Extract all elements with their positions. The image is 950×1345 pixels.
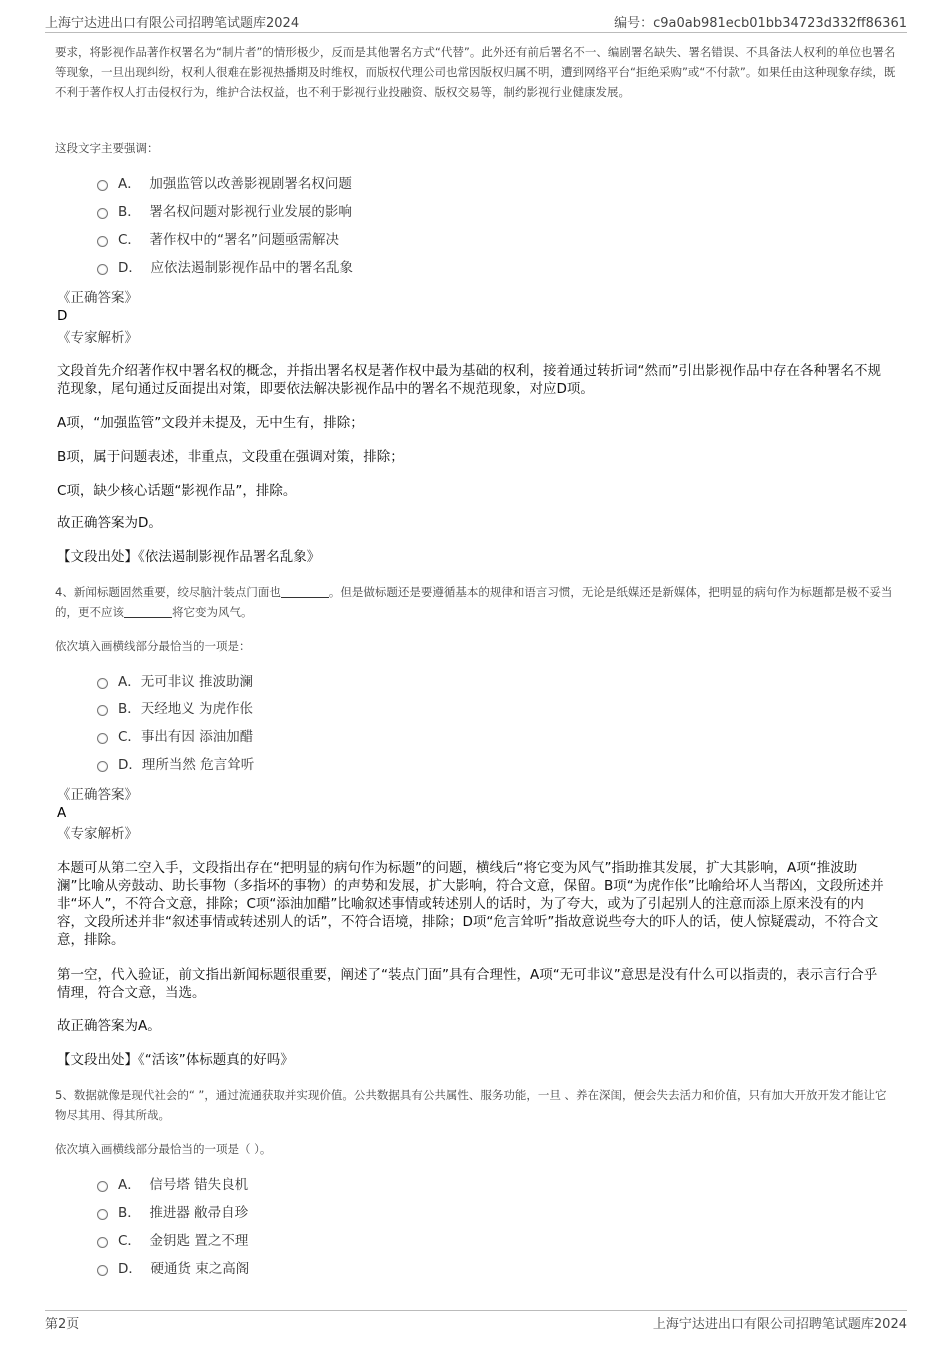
- q5-option-c[interactable]: C． 金钥匙 置之不理: [97, 1231, 248, 1251]
- radio-icon[interactable]: [97, 180, 108, 191]
- radio-icon[interactable]: [97, 1209, 108, 1220]
- footer-divider: [45, 1310, 907, 1311]
- radio-icon[interactable]: [97, 705, 108, 716]
- q4-prompt: 依次填入画横线部分最恰当的一项是：: [55, 639, 251, 653]
- q5-prompt: 依次填入画横线部分最恰当的一项是（ ）。: [55, 1142, 272, 1156]
- header-title: 上海宁达进出口有限公司招聘笔试题库2024: [45, 16, 300, 31]
- document-code: 编号：c9a0ab981ecb01bb34723d332ff86361: [614, 16, 907, 31]
- radio-icon[interactable]: [97, 1265, 108, 1276]
- footer-title: 上海宁达进出口有限公司招聘笔试题库2024: [652, 1317, 907, 1332]
- q3-option-d[interactable]: D． 应依法遏制影视作品中的署名乱象: [97, 258, 353, 278]
- q3-analysis-paragraph: C项，缺少核心话题“影视作品”，排除。: [57, 483, 297, 499]
- q3-option-c[interactable]: C． 著作权中的“署名”问题亟需解决: [97, 230, 339, 250]
- q5-option-a[interactable]: A． 信号塔 错失良机: [97, 1175, 248, 1195]
- q3-analysis-label: 《专家解析》: [57, 330, 138, 346]
- q4-option-a[interactable]: A．无可非议 推波助澜: [97, 672, 253, 692]
- radio-icon[interactable]: [97, 678, 108, 689]
- header-divider: [45, 32, 907, 33]
- q4-analysis-label: 《专家解析》: [57, 826, 138, 842]
- radio-icon[interactable]: [97, 236, 108, 247]
- q3-answer-label: 《正确答案》: [57, 290, 138, 306]
- q4-passage: 4、新闻标题固然重要，绞尽脑汁装点门面也 。但是做标题还是要遵循基本的规律和语言习惯，无论是纸媒还是新媒体，把明显的病句作为标题都是极不妥当的，更不应该 将它变为风气。: [55, 585, 893, 619]
- q3-analysis-paragraph: B项，属于问题表述，非重点，文段重在强调对策，排除；: [57, 449, 404, 465]
- q3-option-a[interactable]: A． 加强监管以改善影视剧署名权问题: [97, 174, 352, 194]
- q3-option-b[interactable]: B． 署名权问题对影视行业发展的影响: [97, 202, 352, 222]
- q4-answer: A: [57, 805, 67, 821]
- q5-option-d[interactable]: D． 硬通货 束之高阁: [97, 1259, 249, 1279]
- blank-line: [124, 605, 172, 618]
- q4-option-b[interactable]: B．天经地义 为虎作伥: [97, 699, 253, 719]
- q4-source: 【文段出处】《“活该”体标题真的好吗》: [57, 1052, 294, 1068]
- q5-option-b[interactable]: B． 推进器 敝帚自珍: [97, 1203, 248, 1223]
- q4-option-d[interactable]: D．理所当然 危言耸听: [97, 755, 254, 775]
- q4-analysis-paragraph: 第一空，代入验证，前文指出新闻标题很重要，阐述了“装点门面”具有合理性，A项“无可非议”意思是没有什么可以指责的，表示言行合乎情理，符合文意，当选。: [57, 967, 878, 1001]
- q3-passage: 要求，将影视作品著作权署名为“制片者”的情形极少，反而是其他署名方式“代替”。此外还有前后署名不一、编剧署名缺失、署名错误、不具备法人权利的单位也署名等现象，一旦出现纠纷，权利人很难在影视热播期及时维权，而版权代理公司也常因版权归属不明，遭到网络平台“拒绝采购”或“不付款”。如果任由这种现象存续，既不利于著作权人打击侵权行为，维护合法权益，也不利于影视行业投融资、版权交易等，制约影视行业健康发展。: [55, 45, 896, 99]
- q3-analysis-paragraph: A项，“加强监管”文段并未提及，无中生有，排除；: [57, 415, 364, 431]
- radio-icon[interactable]: [97, 264, 108, 275]
- q3-analysis-paragraph: 故正确答案为D。: [57, 515, 162, 531]
- q4-analysis-paragraph: 本题可从第二空入手，文段指出存在“把明显的病句作为标题”的问题，横线后“将它变为风气”指助推其发展，扩大其影响，A项“推波助澜”比喻从旁鼓动、助长事物（多指坏的事物）的声势和发展，扩大影响，符合文意，保留。B项“为虎作伥”比喻给坏人当帮凶，文段所述并非“坏人”，不符合文意，排除；C项“添油加醋”比喻叙述事情或转述别人的话时，为了夸大，或为了引起别人的注意而添上原来没有的内容，文段所述并非“叙述事情或转述别人的话”，不符合语境，排除；D项“危言耸听”指故意说些夸大的吓人的话，使人惊疑震动，不符合文意，排除。: [57, 860, 884, 948]
- radio-icon[interactable]: [97, 208, 108, 219]
- q3-prompt: 这段文字主要强调：: [55, 141, 159, 155]
- q3-analysis-paragraph: 文段首先介绍著作权中署名权的概念，并指出署名权是著作权中最为基础的权利，接着通过转折词“然而”引出影视作品中存在各种署名不规范现象，尾句通过反面提出对策，即要依法解决影视作品中的署名不规范现象，对应D项。: [57, 363, 881, 397]
- radio-icon[interactable]: [97, 1181, 108, 1192]
- q5-passage: 5、数据就像是现代社会的“ ”，通过流通获取并实现价值。公共数据具有公共属性、服务功能，一旦 、养在深闺，便会失去活力和价值，只有加大开放开发才能让它物尽其用、得其所哉。: [55, 1088, 887, 1122]
- page-number: 第2页: [45, 1317, 80, 1332]
- radio-icon[interactable]: [97, 1237, 108, 1248]
- q4-option-c[interactable]: C．事出有因 添油加醋: [97, 727, 253, 747]
- radio-icon[interactable]: [97, 761, 108, 772]
- q3-answer: D: [57, 308, 68, 324]
- q4-answer-label: 《正确答案》: [57, 787, 138, 803]
- q4-analysis-paragraph: 故正确答案为A。: [57, 1018, 161, 1034]
- q3-source: 【文段出处】《依法遏制影视作品署名乱象》: [57, 549, 321, 565]
- blank-line: [281, 585, 329, 598]
- radio-icon[interactable]: [97, 733, 108, 744]
